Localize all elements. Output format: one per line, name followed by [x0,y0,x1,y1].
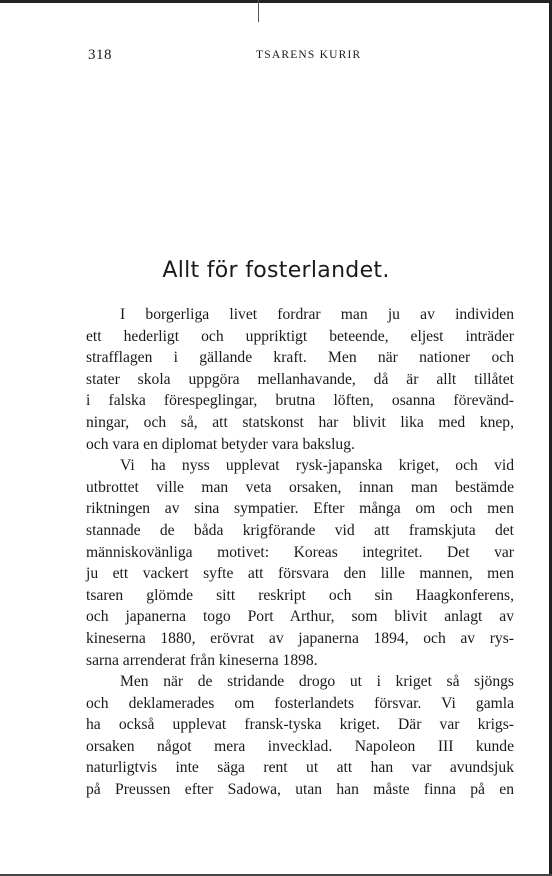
text-line: ningar, och så, att statskonst har blivit lika med knep, [86,413,514,431]
text-line: i falska förespeglingar, brutna löften, osanna förevänd- [86,392,514,410]
text-line: på Preussen efter Sadowa, utan han måste finna på en [86,781,514,799]
text-line: stater skola uppgöra mellanhavande, då är allt tillåtet [86,370,514,388]
text-line: stannade de båda krigförande vid att framskjuta det [86,521,514,539]
text-line: naturligtvis inte säga rent ut att han var avundsjuk [86,759,514,777]
text-line: tsaren glömde sitt reskript och sin Haagkonferens, [86,586,514,604]
text-line: sarna arrenderat från kineserna 1898. [86,651,318,669]
page-number: 318 [88,47,112,63]
text-line: kineserna 1880, erövrat av japanerna 1894, och av rys- [86,629,514,647]
text-line: orsaken något mera invecklad. Napoleon III kunde [86,737,514,755]
text-line: och vara en diplomat betyder vara bakslug. [86,435,355,453]
text-line: och japanerna togo Port Arthur, som blivit anlagt av [86,608,514,626]
text-line: strafflagen i gällande kraft. Men när nationer och [86,349,514,367]
chapter-title: Allt för fosterlandet. [162,258,390,283]
body-text [86,304,514,801]
text-line: ett hederligt och uppriktigt beteende, eljest inträder [86,327,514,345]
text-line: och deklamerades om fosterlandets försvar. Vi gamla [86,694,514,712]
text-line: Vi ha nyss upplevat rysk-japanska kriget, och vid [120,457,514,475]
text-line: ha också upplevat fransk-tyska kriget. Där var krigs- [86,716,514,734]
running-title: TSARENS KURIR [256,49,362,61]
text-line: I borgerliga livet fordrar man ju av individen [120,306,514,323]
scan-border-top [0,0,552,3]
text-line: utbrottet ville man veta orsaken, innan man bestämde [86,478,514,496]
text-line: Men när de stridande drogo ut i kriget så sjöngs [120,673,514,691]
text-line: människovänliga motivet: Koreas integritet. Det var [86,543,514,561]
text-line: riktningen av sina sympatier. Efter många om och men [86,500,514,518]
scan-fold-mark [258,0,259,22]
text-line: ju ett vackert syfte att försvara den lille mannen, men [86,565,514,583]
